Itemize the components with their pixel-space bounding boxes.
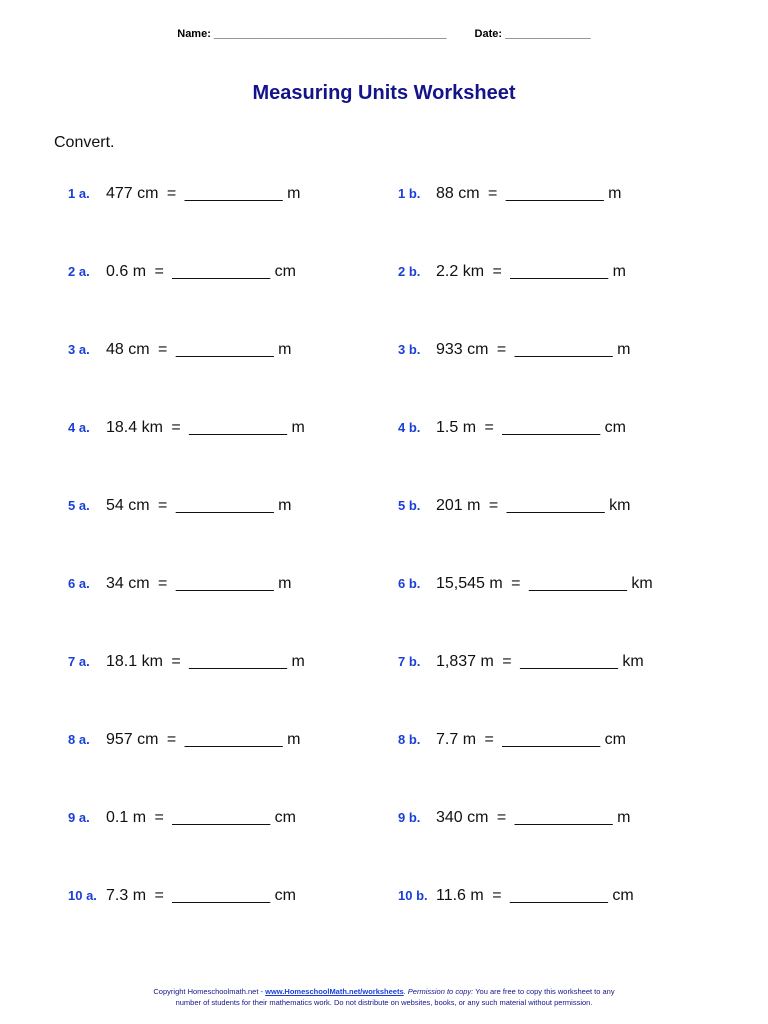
answer-blank[interactable]: ___________ — [510, 263, 609, 280]
worksheets-link[interactable]: www.HomeschoolMath.net/worksheets — [265, 987, 404, 996]
equals-sign: = — [502, 653, 512, 670]
problem-expression: 477 cm — [106, 185, 159, 202]
problem-number: 8 b. — [398, 732, 421, 747]
equals-sign: = — [492, 887, 502, 904]
problem-item — [68, 185, 300, 203]
problem-expression: 1.5 m — [436, 419, 477, 436]
problem-expression: 933 cm — [436, 341, 489, 358]
problem-item — [68, 575, 292, 593]
problem-number: 5 a. — [68, 498, 90, 513]
target-unit: cm — [612, 887, 634, 904]
problem-number: 1 a. — [68, 186, 90, 201]
footer-line-2: number of students for their mathematics work. Do not distribute on websites, books, or any such material without permission. — [175, 998, 593, 1007]
page-title: Measuring Units Worksheet — [252, 82, 516, 104]
answer-blank[interactable]: ___________ — [506, 497, 605, 514]
answer-blank[interactable]: ___________ — [189, 419, 288, 436]
equals-sign: = — [154, 887, 164, 904]
answer-blank[interactable]: ___________ — [514, 341, 613, 358]
equals-sign: = — [496, 341, 507, 358]
problem-number: 5 b. — [398, 498, 421, 513]
target-unit: m — [291, 419, 305, 436]
equals-sign: = — [484, 419, 494, 436]
problem-expression: 18.1 km — [106, 653, 163, 670]
footer — [0, 986, 768, 1008]
problem-item — [398, 887, 634, 905]
problem-number: 3 b. — [398, 342, 421, 357]
target-unit: km — [631, 575, 653, 592]
problem-item — [398, 419, 626, 437]
problem-expression: 11.6 m — [436, 887, 484, 904]
answer-blank[interactable]: ___________ — [502, 731, 601, 748]
equals-sign: = — [158, 341, 168, 358]
problem-number: 2 a. — [68, 264, 90, 279]
target-unit: km — [622, 653, 644, 670]
target-unit: m — [617, 341, 631, 358]
answer-blank[interactable]: ___________ — [175, 575, 274, 592]
problem-item — [398, 809, 630, 827]
answer-blank[interactable]: ___________ — [502, 419, 601, 436]
problem-item — [68, 341, 292, 359]
problem-number: 9 a. — [68, 810, 90, 825]
problem-number: 10 a. — [68, 888, 97, 903]
equals-sign: = — [511, 575, 521, 592]
equals-sign: = — [158, 575, 168, 592]
target-unit: m — [278, 497, 292, 514]
equals-sign: = — [166, 731, 177, 748]
equals-sign: = — [488, 497, 499, 514]
target-unit: m — [278, 341, 292, 358]
problem-number: 3 a. — [68, 342, 90, 357]
answer-blank[interactable]: ___________ — [509, 887, 608, 904]
target-unit: km — [609, 497, 631, 514]
problem-expression: 7.3 m — [106, 887, 147, 904]
copyright-text: Copyright Homeschoolmath.net - — [153, 987, 264, 996]
equals-sign: = — [154, 809, 164, 826]
problem-item — [68, 809, 296, 827]
equals-sign: = — [171, 419, 181, 436]
equals-sign: = — [166, 185, 177, 202]
name-field[interactable]: Name: ______________________________________ — [177, 28, 447, 40]
target-unit: cm — [274, 809, 296, 826]
problem-item — [398, 341, 630, 359]
footer-line-1: Copyright Homeschoolmath.net - www.HomeschoolMath.net/worksheets. Permission to copy: You are free to copy this worksheet to any — [153, 987, 615, 996]
equals-sign: = — [171, 653, 181, 670]
problem-expression: 7.7 m — [436, 731, 477, 748]
answer-blank[interactable]: ___________ — [172, 887, 271, 904]
problem-number: 2 b. — [398, 264, 421, 279]
problem-item — [398, 653, 644, 671]
target-unit: m — [608, 185, 622, 202]
problem-expression: 34 cm — [106, 575, 150, 592]
target-unit: m — [287, 731, 301, 748]
answer-blank[interactable]: ___________ — [184, 731, 283, 748]
problem-item — [68, 887, 296, 905]
equals-sign: = — [484, 731, 494, 748]
target-unit: m — [291, 653, 305, 670]
answer-blank[interactable]: ___________ — [175, 341, 274, 358]
problem-expression: 0.6 m — [106, 263, 147, 280]
problem-number: 10 b. — [398, 888, 428, 903]
equals-sign: = — [154, 263, 164, 280]
problem-item — [68, 653, 305, 671]
problem-expression: 0.1 m — [106, 809, 147, 826]
problem-number: 4 a. — [68, 420, 90, 435]
target-unit: m — [278, 575, 292, 592]
answer-blank[interactable]: ___________ — [172, 809, 271, 826]
equals-sign: = — [158, 497, 168, 514]
answer-blank[interactable]: ___________ — [189, 653, 288, 670]
problem-number: 4 b. — [398, 420, 421, 435]
answer-blank[interactable]: ___________ — [175, 497, 274, 514]
permission-text: You are free to copy this worksheet to any — [475, 987, 615, 996]
answer-blank[interactable]: ___________ — [528, 575, 627, 592]
answer-blank[interactable]: ___________ — [514, 809, 613, 826]
problem-number: 1 b. — [398, 186, 421, 201]
answer-blank[interactable]: ___________ — [172, 263, 271, 280]
problem-number: 9 b. — [398, 810, 421, 825]
instruction-text: Convert. — [54, 134, 115, 151]
equals-sign: = — [496, 809, 507, 826]
problem-number: 7 b. — [398, 654, 421, 669]
answer-blank[interactable]: ___________ — [520, 653, 618, 670]
target-unit: cm — [274, 887, 296, 904]
problem-expression: 54 cm — [106, 497, 150, 514]
problem-expression: 15,545 m — [436, 575, 503, 592]
target-unit: m — [287, 185, 301, 202]
problem-number: 8 a. — [68, 732, 90, 747]
problem-item — [68, 731, 300, 749]
answer-blank[interactable]: ___________ — [505, 185, 604, 202]
equals-sign: = — [488, 185, 498, 202]
problem-expression: 88 cm — [436, 185, 480, 202]
date-field[interactable]: Date: ______________ — [474, 28, 591, 40]
header — [0, 28, 768, 40]
problem-expression: 340 cm — [436, 809, 489, 826]
problem-item — [398, 575, 653, 593]
problem-expression: 957 cm — [106, 731, 159, 748]
target-unit: cm — [604, 731, 626, 748]
target-unit: m — [612, 263, 626, 280]
problem-expression: 201 m — [436, 497, 481, 514]
problem-item — [398, 731, 626, 749]
problem-item — [68, 263, 296, 281]
answer-blank[interactable]: ___________ — [184, 185, 283, 202]
target-unit: m — [617, 809, 631, 826]
problem-item — [398, 263, 626, 281]
problem-item — [398, 185, 622, 203]
permission-label: Permission to copy: — [407, 987, 474, 996]
equals-sign: = — [492, 263, 502, 280]
problem-expression: 2.2 km — [436, 263, 485, 280]
problem-expression: 48 cm — [106, 341, 150, 358]
problem-expression: 1,837 m — [436, 653, 494, 670]
problem-expression: 18.4 km — [106, 419, 163, 436]
problem-number: 6 b. — [398, 576, 421, 591]
target-unit: cm — [604, 419, 626, 436]
problem-number: 7 a. — [68, 654, 90, 669]
problem-number: 6 a. — [68, 576, 90, 591]
problem-item — [398, 497, 630, 515]
problem-item — [68, 419, 305, 437]
target-unit: cm — [274, 263, 296, 280]
problem-item — [68, 497, 292, 515]
